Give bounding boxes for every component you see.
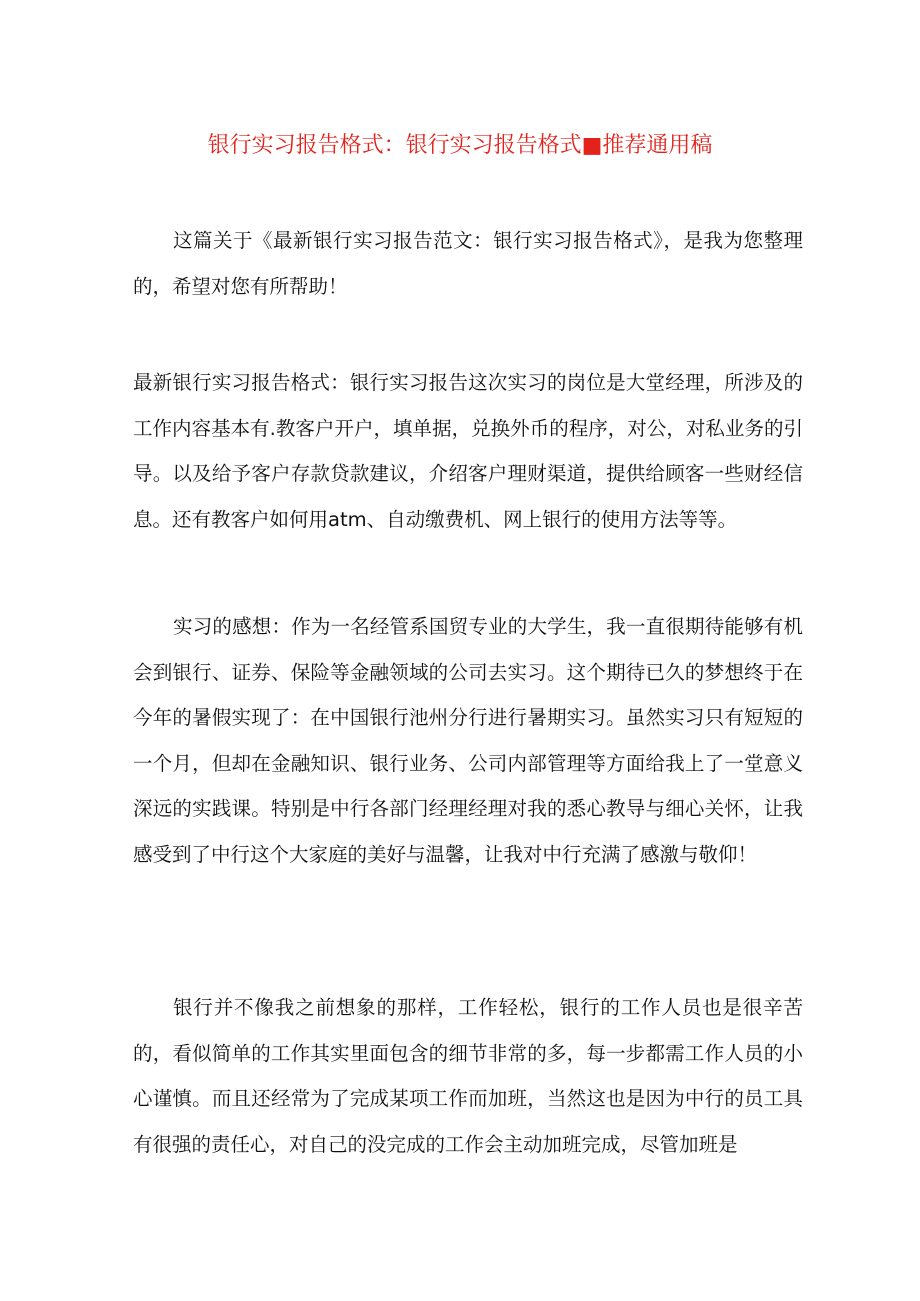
document-title: 银行实习报告格式：银行实习报告格式■推荐通用稿: [207, 133, 713, 158]
paragraph-bank-work: 银行并不像我之前想象的那样，工作轻松，银行的工作人员也是很辛苦的，看似简单的工作其实里面包含的细节非常的多，每一步都需工作人员的小心谨慎。而且还经常为了完成某项工作而加班，当然这也是因为中行的员工具有很强的责任心，对自己的没完成的工作会主动加班完成，尽管加班是: [133, 996, 803, 1156]
paragraph-reflections: 实习的感想：作为一名经管系国贸专业的大学生，我一直很期待能够有机会到银行、证券、保险等金融领域的公司去实习。这个期待已久的梦想终于在今年的暑假实现了：在中国银行池州分行进行暑期实习。虽然实习只有短短的一个月，但却在金融知识、银行业务、公司内部管理等方面给我上了一堂意义深远的实践课。特别是中行各部门经理经理对我的悉心教导与细心关怀，让我感受到了中行这个大家庭的美好与温馨，让我对中行充满了感激与敬仰！: [133, 615, 803, 866]
paragraph-job-description: 最新银行实习报告格式：银行实习报告这次实习的岗位是大堂经理，所涉及的工作内容基本有.教客户开户，填单据，兑换外币的程序，对公，对私业务的引导。以及给予客户存款贷款建议，介绍客户理财渠道，提供给顾客一些财经信息。还有教客户如何用atm、自动缴费机、网上银行的使用方法等等。: [133, 371, 803, 531]
paragraph-intro: 这篇关于《最新银行实习报告范文：银行实习报告格式》，是我为您整理的，希望对您有所帮助！: [133, 229, 803, 298]
